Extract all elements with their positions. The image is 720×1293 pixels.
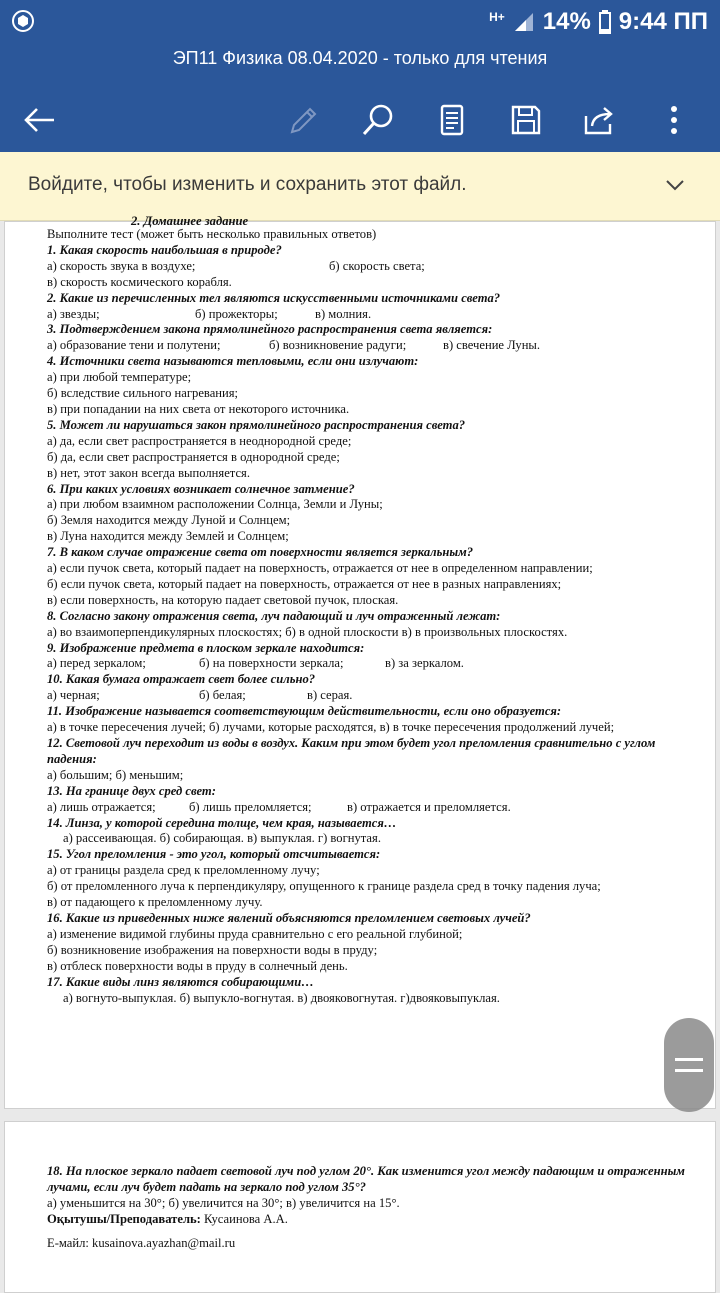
answer: а) уменьшится на 30°; б) увеличится на 30°; в) увеличится на 15°.: [47, 1195, 400, 1210]
answer: а) при любом взаимном расположении Солнца, Земли и Луны;: [47, 497, 383, 512]
email-label: Е-майл:: [47, 1235, 93, 1250]
back-button[interactable]: [12, 88, 68, 152]
share-icon: [583, 104, 617, 136]
answer: а) перед зеркалом;: [47, 656, 146, 671]
answer: б) Земля находится между Луной и Солнцем;: [47, 513, 291, 528]
more-vertical-icon: [670, 105, 678, 135]
document-page[interactable]: [4, 214, 716, 1109]
cut-heading: 2. Домашнее задание: [131, 214, 249, 228]
sign-in-message: Войдите, чтобы изменить и сохранить этот файл.: [28, 174, 467, 195]
answer-row: [47, 656, 707, 672]
answer: а) рассеивающая. б) собирающая. в) выпуклая. г) вогнутая.: [63, 831, 381, 846]
answer-row: [47, 259, 707, 275]
answer: б) на поверхности зеркала;: [199, 656, 344, 671]
question-7: 7. В каком случае отражение света от поверхности является зеркальным?: [47, 545, 474, 560]
question-8: 8. Согласно закону отражения света, луч падающий и луч отраженный лежат:: [47, 608, 501, 623]
email-address[interactable]: kusainova.ayazhan@mail.ru: [92, 1235, 236, 1250]
answer: а) звезды;: [47, 306, 100, 321]
answer-row: [47, 800, 707, 816]
save-icon: [510, 104, 542, 136]
question-10: 10. Какая бумага отражает свет более сильно?: [47, 672, 316, 687]
document-title: ЭП11 Физика 08.04.2020 - только для чтения: [172, 48, 548, 68]
clock: 9:44 ПП: [618, 8, 708, 35]
intro-text: Выполните тест (может быть несколько правильных ответов): [47, 227, 377, 241]
question-15: 15. Угол преломления - это угол, который отсчитывается:: [47, 847, 381, 862]
answer: в) свечение Луны.: [443, 338, 541, 353]
pencil-icon: [288, 104, 320, 136]
answer: а) изменение видимой глубины пруда сравнительно с его реальной глубиной;: [47, 926, 463, 941]
answer: а) во взаимоперпендикулярных плоскостях; б) в одной плоскости в) в произвольных плоскостях.: [47, 624, 568, 639]
email-line: [47, 1236, 707, 1252]
answer: б) если пучок света, который падает на поверхность, отражается от нее в разных направлениях;: [47, 576, 562, 591]
question-3: 3. Подтверждением закона прямолинейного распространения света является:: [47, 322, 493, 337]
document-body-2: [47, 1164, 707, 1252]
answer: а) в точке пересечения лучей; б) лучами, которые расходятся, в) в точке пересечения продолжений лучей;: [47, 720, 615, 735]
network-type: H+: [489, 10, 505, 24]
answer: б) от преломленного луча к перпендикуляру, опущенного к границе раздела сред в точку падения луча;: [47, 879, 601, 894]
search-button[interactable]: [350, 88, 406, 152]
answer: в) Луна находится между Землей и Солнцем;: [47, 529, 289, 544]
answer: в) серая.: [307, 688, 353, 703]
question-17: 17. Какие виды линз являются собирающими…: [47, 974, 314, 989]
answer: в) нет, этот закон всегда выполняется.: [47, 465, 250, 480]
handle-grip-line: [675, 1058, 703, 1061]
answer: а) при любой температуре;: [47, 370, 192, 385]
answer: б) да, если свет распространяется в однородной среде;: [47, 449, 340, 464]
reading-view-button[interactable]: [424, 88, 480, 152]
answer: б) белая;: [199, 688, 246, 703]
answer: в) скорость космического корабля.: [47, 274, 232, 289]
answer: а) вогнуто-выпуклая. б) выпукло-вогнутая. в) двояковогнутая. г)двояковыпуклая.: [63, 990, 500, 1005]
question-16: 16. Какие из приведенных ниже явлений объясняются преломлением световых лучей?: [47, 910, 531, 925]
answer: в) при попадании на них света от некоторого источника.: [47, 401, 350, 416]
question-9: 9. Изображение предмета в плоском зеркале находится:: [47, 640, 365, 655]
title-bar: [0, 44, 720, 152]
answer: в) отблеск поверхности воды в пруду в солнечный день.: [47, 958, 348, 973]
arrow-left-icon: [24, 107, 56, 133]
teacher-line: [47, 1212, 707, 1228]
answer: а) лишь отражается;: [47, 799, 156, 814]
answer-row: [47, 307, 707, 323]
chevron-down-icon[interactable]: [664, 174, 686, 196]
question-18: 18. На плоское зеркало падает световой луч под углом 20°. Как изменится угол между падающим и отраженным лучами, если луч будет падать на зеркало под углом 35°?: [47, 1164, 685, 1194]
search-icon: [361, 103, 395, 137]
answer: б) лишь преломляется;: [189, 799, 312, 814]
question-6: 6. При каких условиях возникает солнечное затмение?: [47, 481, 355, 496]
battery-percent: 14%: [542, 8, 591, 35]
share-button[interactable]: [572, 88, 628, 152]
question-14: 14. Линза, у которой середина толще, чем края, называется…: [47, 815, 397, 830]
answer: б) возникновение изображения на поверхности воды в пруду;: [47, 942, 378, 957]
answer: а) от границы раздела сред к преломленному лучу;: [47, 863, 320, 878]
document-view-icon: [440, 104, 464, 136]
question-5: 5. Может ли нарушаться закон прямолинейного распространения света?: [47, 417, 466, 432]
save-button[interactable]: [498, 88, 554, 152]
answer: в) от падающего к преломленному лучу.: [47, 895, 263, 910]
answer: а) большим; б) меньшим;: [47, 767, 184, 782]
answer: а) если пучок света, который падает на поверхность, отражается от нее в определенном направлении;: [47, 561, 593, 576]
question-12: 12. Световой луч переходит из воды в воздух. Каким при этом будет угол преломления сравнительно с углом падения:: [47, 736, 656, 766]
battery-icon: [599, 10, 611, 34]
edit-button[interactable]: [276, 88, 332, 152]
question-11: 11. Изображение называется соответствующим действительности, если оно образуется:: [47, 704, 562, 719]
answer: в) отражается и преломляется.: [347, 799, 511, 814]
handle-grip-line: [675, 1069, 703, 1072]
question-4: 4. Источники света называются тепловыми, если они излучают:: [47, 354, 419, 369]
toolbar: [0, 88, 720, 152]
answer-row: [47, 688, 707, 704]
document-body: [47, 214, 707, 1006]
answer: в) за зеркалом.: [385, 656, 464, 671]
fast-scroll-handle[interactable]: [664, 1018, 714, 1112]
answer-row: [47, 338, 707, 354]
answer: б) возникновение радуги;: [269, 338, 407, 353]
document-page-2[interactable]: [4, 1121, 716, 1293]
more-options-button[interactable]: [646, 88, 702, 152]
signal-icon: [513, 11, 535, 33]
answer: б) скорость света;: [329, 258, 425, 273]
answer: б) вследствие сильного нагревания;: [47, 386, 239, 401]
teacher-name: Кусаинова А.А.: [200, 1211, 288, 1226]
status-bar: [0, 0, 720, 44]
sign-in-banner[interactable]: [0, 152, 720, 221]
question-2: 2. Какие из перечисленных тел являются искусственными источниками света?: [47, 290, 501, 305]
answer: в) если поверхность, на которую падает световой пучок, плоская.: [47, 592, 399, 607]
answer: а) скорость звука в воздухе;: [47, 258, 196, 273]
answer: а) да, если свет распространяется в неоднородной среде;: [47, 433, 352, 448]
answer: а) образование тени и полутени;: [47, 338, 221, 353]
answer: б) прожекторы;: [195, 306, 278, 321]
question-13: 13. На границе двух сред свет:: [47, 783, 216, 798]
question-1: 1. Какая скорость наибольшая в природе?: [47, 242, 282, 257]
answer: в) молния.: [315, 306, 372, 321]
answer: а) черная;: [47, 688, 100, 703]
app-notification-icon: [12, 10, 34, 32]
teacher-label: Оқытушы/Преподаватель:: [47, 1211, 201, 1226]
